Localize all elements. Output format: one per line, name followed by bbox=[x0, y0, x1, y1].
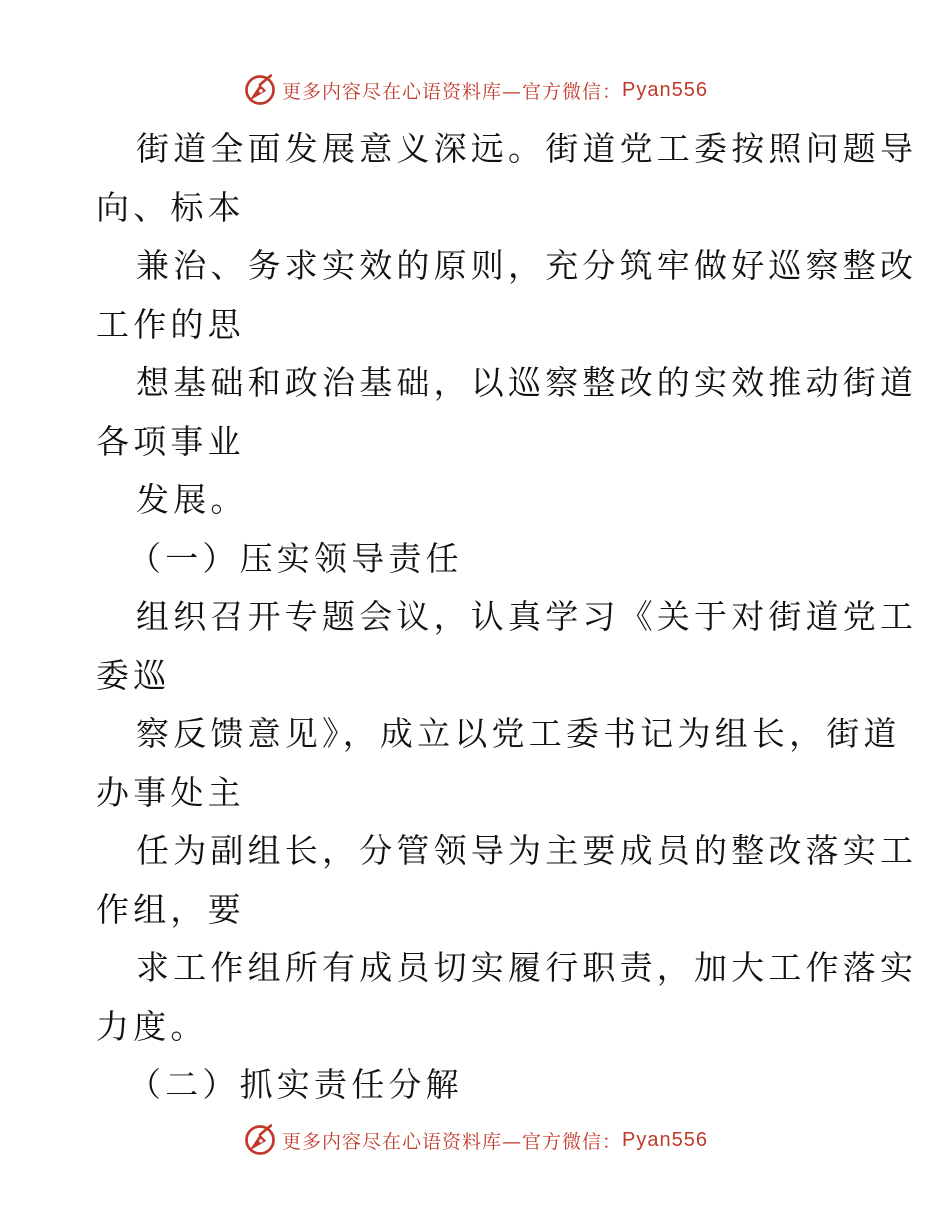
text-line: 力度。 bbox=[96, 1006, 208, 1046]
text-line: 求工作组所有成员切实履行职责，加大工作落实 bbox=[136, 948, 918, 987]
banner-wechat-id: Pyan556 bbox=[622, 78, 708, 101]
banner-wechat-id: Pyan556 bbox=[622, 1128, 708, 1151]
text-line: 办事处主 bbox=[96, 772, 245, 812]
section-heading: （一）压实领导责任 bbox=[128, 538, 463, 578]
pen-nib-logo-icon bbox=[242, 72, 278, 108]
banner-text: 更多内容尽在心语资料库—官方微信： bbox=[282, 1130, 623, 1153]
document-body bbox=[96, 120, 918, 1115]
text-line: 街道全面发展意义深远。街道党工委按照问题导 bbox=[136, 129, 918, 168]
text-line: 作组，要 bbox=[96, 889, 245, 929]
text-line: 向、标本 bbox=[96, 187, 245, 227]
text-line: 工作的思 bbox=[96, 304, 245, 344]
text-line: 组织召开专题会议，认真学习《关于对街道党工 bbox=[136, 597, 918, 636]
pen-nib-logo-icon bbox=[242, 1122, 278, 1158]
text-line: 兼治、务求实效的原则，充分筑牢做好巡察整改 bbox=[136, 246, 918, 285]
text-line: 任为副组长，分管领导为主要成员的整改落实工 bbox=[136, 831, 918, 870]
text-line: 各项事业 bbox=[96, 421, 245, 461]
text-line: 发展。 bbox=[136, 480, 248, 519]
text-line: 想基础和政治基础，以巡察整改的实效推动街道 bbox=[136, 363, 918, 402]
section-heading: （二）抓实责任分解 bbox=[128, 1065, 463, 1104]
header-watermark-banner bbox=[0, 70, 950, 110]
text-line: 委巡 bbox=[96, 655, 171, 695]
banner-text: 更多内容尽在心语资料库—官方微信： bbox=[282, 80, 623, 103]
text-line: 察反馈意见》，成立以党工委书记为组长，街道 bbox=[136, 714, 901, 753]
footer-watermark-banner bbox=[0, 1120, 950, 1160]
